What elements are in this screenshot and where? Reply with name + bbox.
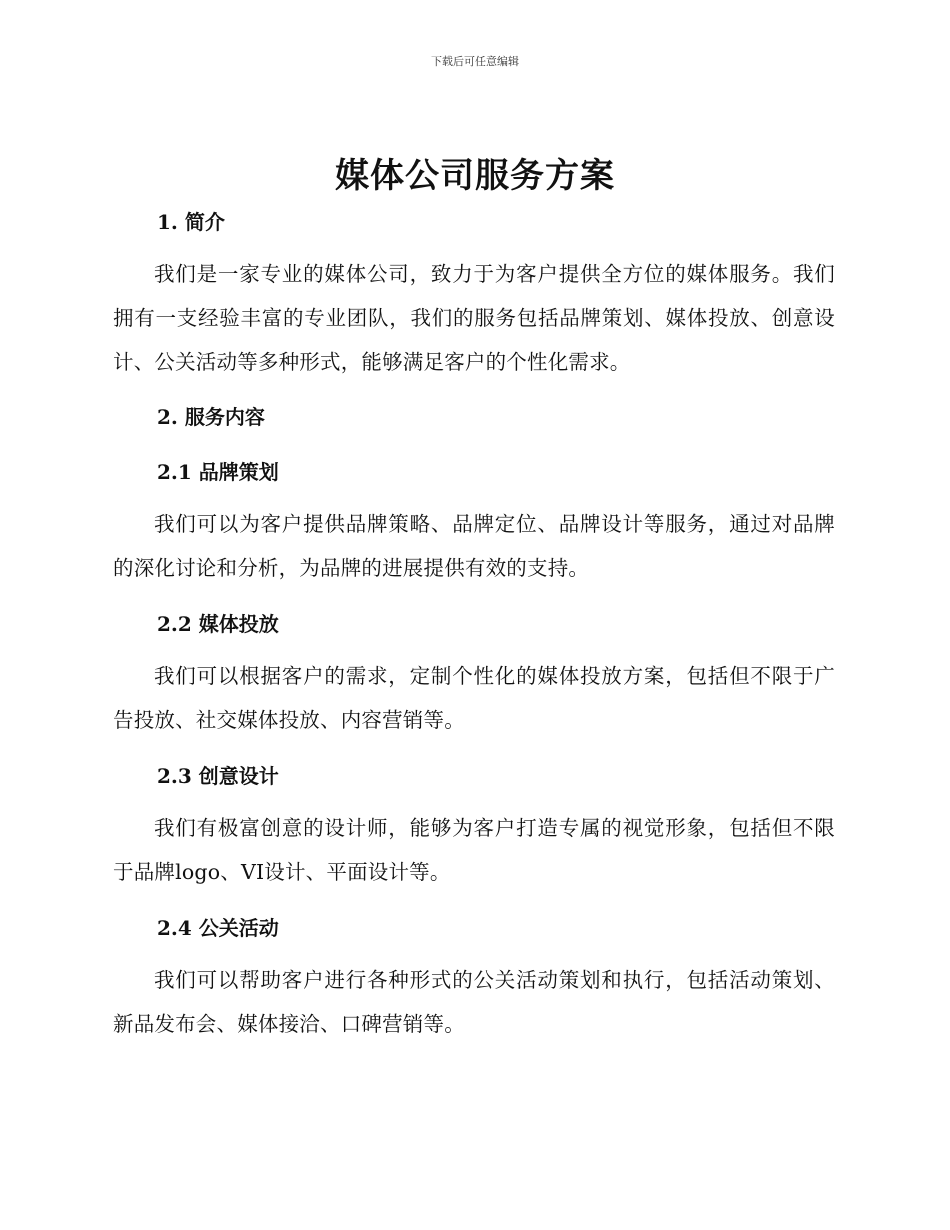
header-note: 下载后可任意编辑 [431,55,519,68]
page-title: 媒体公司服务方案 [335,156,615,196]
paragraph-pr: 我们可以帮助客户进行各种形式的公关活动策划和执行，包括活动策划、新品发布会、媒体接洽、口碑营销等。 [113,968,835,1036]
section-heading-creative: 2.3 创意设计 [157,764,279,788]
section-heading-brand: 2.1 品牌策划 [157,460,279,484]
section-heading-pr: 2.4 公关活动 [157,916,279,940]
paragraph-creative: 我们有极富创意的设计师，能够为客户打造专属的视觉形象，包括但不限于品牌logo、VI设计、平面设计等。 [113,816,835,884]
section-heading-services: 2. 服务内容 [157,405,265,429]
section-heading-intro: 1. 简介 [157,210,225,234]
paragraph-media: 我们可以根据客户的需求，定制个性化的媒体投放方案，包括但不限于广告投放、社交媒体投放、内容营销等。 [113,664,835,732]
paragraph-brand: 我们可以为客户提供品牌策略、品牌定位、品牌设计等服务，通过对品牌的深化讨论和分析，为品牌的进展提供有效的支持。 [113,512,835,580]
paragraph-intro: 我们是一家专业的媒体公司，致力于为客户提供全方位的媒体服务。我们拥有一支经验丰富的专业团队，我们的服务包括品牌策划、媒体投放、创意设计、公关活动等多种形式，能够满足客户的个性化需求。 [113,262,835,374]
section-heading-media: 2.2 媒体投放 [157,612,279,636]
